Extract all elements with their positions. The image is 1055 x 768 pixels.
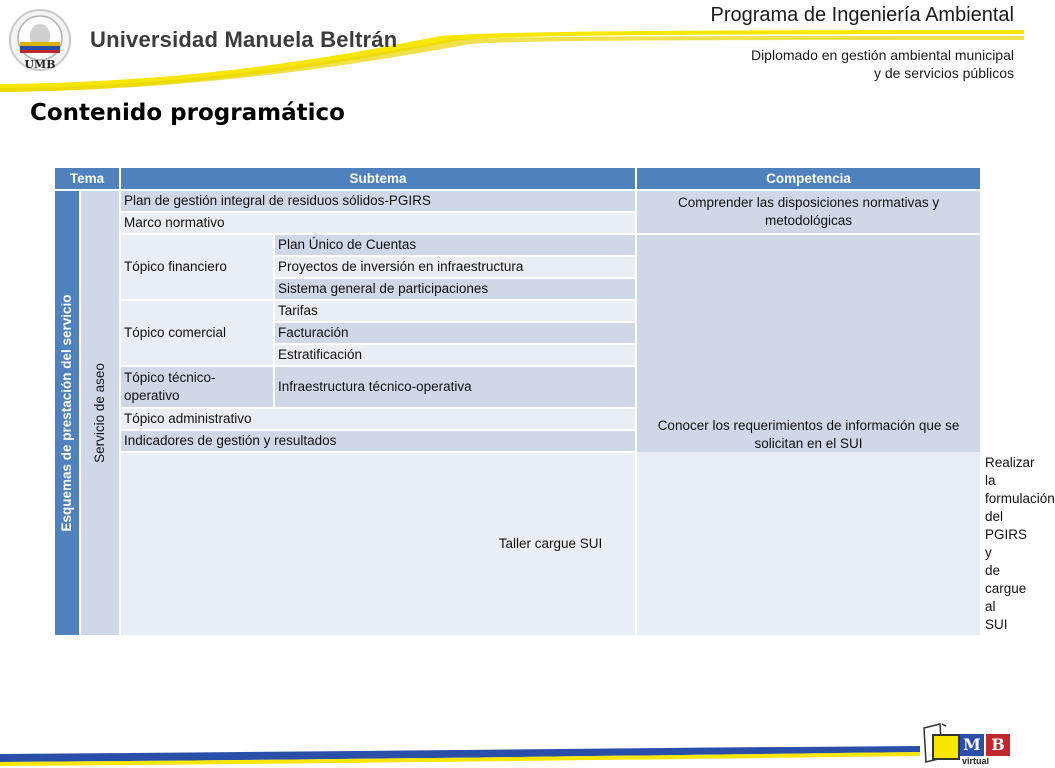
subtema-comercial: Tópico comercial xyxy=(120,300,274,366)
logo-text: UMB xyxy=(24,58,56,71)
university-name: Universidad Manuela Beltrán xyxy=(90,27,398,52)
subtema-pgirs: Plan de gestión integral de residuos sólidos-PGIRS xyxy=(120,190,636,212)
footer-band-decoration xyxy=(0,718,1024,768)
subtema-indicadores: Indicadores de gestión y resultados xyxy=(120,430,636,452)
table-row: Taller cargue SUI Realizar la formulación del PGIRS y de cargue al SUI xyxy=(54,452,981,636)
subtema-financiero: Tópico financiero xyxy=(120,234,274,300)
subtema-tecnico: Tópico técnico-operativo xyxy=(120,366,274,408)
page-title: Contenido programático xyxy=(30,100,345,126)
competencia-sui: Conocer los requerimientos de información que se solicitan en el SUI xyxy=(636,234,981,636)
financiero-item: Sistema general de participaciones xyxy=(274,278,636,300)
table-row xyxy=(54,234,981,256)
table-row xyxy=(54,190,981,212)
comercial-item: Tarifas xyxy=(274,300,636,322)
tema-inner-cell xyxy=(80,190,120,636)
content-table xyxy=(53,166,1055,637)
university-logo xyxy=(6,8,74,74)
header-tema: Tema xyxy=(54,167,120,190)
tecnico-item: Infraestructura técnico-operativa xyxy=(274,366,636,408)
diplomado-line-2: y de servicios públicos xyxy=(873,65,1014,81)
umb-virtual-logo xyxy=(922,722,1016,766)
comercial-item: Estratificación xyxy=(274,344,636,366)
logo-letter-u: U xyxy=(932,734,960,760)
financiero-item: Plan Único de Cuentas xyxy=(274,234,636,256)
header-subtema: Subtema xyxy=(120,167,636,190)
tema-inner-label: Servicio de aseo xyxy=(92,363,107,463)
diplomado-title xyxy=(751,46,1014,82)
logo-letter-m: M xyxy=(960,734,984,756)
header-competencia: Competencia xyxy=(636,167,981,190)
tema-outer-cell xyxy=(54,190,80,636)
logo-letter-b: B xyxy=(986,734,1010,756)
diplomado-line-1: Diplomado en gestión ambiental municipal xyxy=(750,47,1014,63)
logo-virtual-label: virtual xyxy=(962,756,990,766)
financiero-item: Proyectos de inversión en infraestructura xyxy=(274,256,636,278)
subtema-administrativo: Tópico administrativo xyxy=(120,408,636,430)
program-name: Programa de Ingeniería Ambiental xyxy=(710,4,1014,26)
table-header-row xyxy=(54,167,981,190)
comercial-item: Facturación xyxy=(274,322,636,344)
subtema-taller: Taller cargue SUI xyxy=(120,452,981,636)
subtema-marco: Marco normativo xyxy=(120,212,636,234)
competencia-normativa: Comprender las disposiciones normativas y metodológicas xyxy=(636,190,981,234)
tema-outer-label: Esquemas de prestación del servicio xyxy=(59,294,74,532)
